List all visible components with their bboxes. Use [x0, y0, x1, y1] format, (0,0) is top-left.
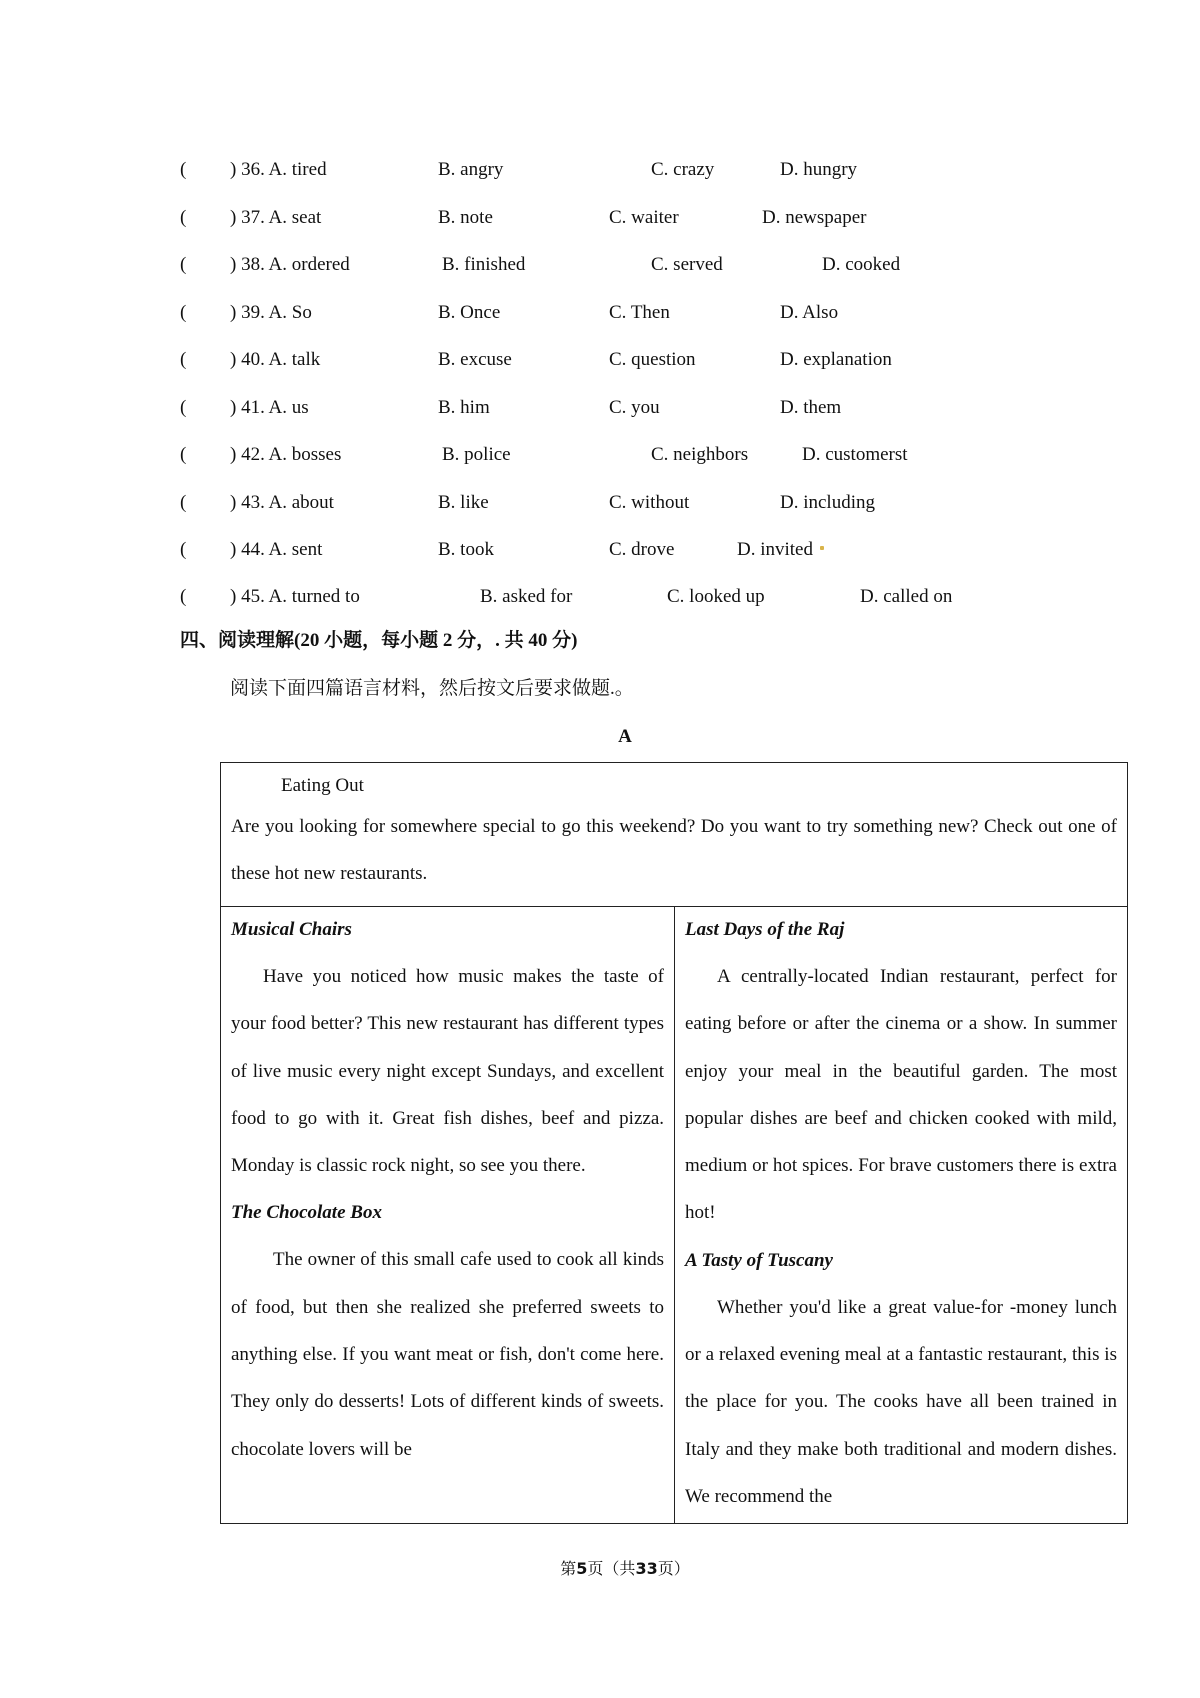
option-d: D. including [780, 492, 875, 513]
page-footer [0, 1558, 1200, 1580]
option-b: B. angry [438, 159, 504, 180]
answer-paren: ( [180, 492, 187, 513]
option-c: C. question [609, 349, 696, 370]
answer-paren: ( [180, 349, 187, 370]
answer-paren: ( [180, 586, 187, 607]
answer-paren: ( [180, 159, 187, 180]
option-c: C. without [609, 492, 690, 513]
option-d: D. customerst [802, 444, 908, 465]
option-c: C. waiter [609, 207, 679, 228]
option-c: C. drove [609, 539, 675, 560]
option-d: D. explanation [780, 349, 892, 370]
section-heading: 四、阅读理解(20 小题，每小题 2 分，. 共 40 分) [180, 630, 578, 651]
restaurant-name: Last Days of the Raj [685, 919, 845, 940]
option-d: D. newspaper [762, 207, 867, 228]
option-b: B. him [438, 397, 490, 418]
restaurant-cell-left [231, 906, 664, 1473]
answer-paren: ( [180, 254, 187, 275]
question-number-option-a: ) 37. A. seat [230, 207, 322, 228]
answer-paren: ( [180, 207, 187, 228]
highlight-mark [820, 546, 824, 550]
passage-label-text: A [618, 726, 632, 747]
restaurant-name: Musical Chairs [231, 919, 352, 940]
question-number-option-a: ) 36. A. tired [230, 159, 327, 180]
option-b: B. excuse [438, 349, 512, 370]
footer-page-number: 5 [576, 1559, 588, 1578]
restaurant-name: A Tasty of Tuscany [685, 1249, 833, 1271]
option-b: B. took [438, 539, 494, 560]
table-intro-text: Are you looking for somewhere special to go this weekend? Do you want to try something new? Check out one of these hot new restaurants. [231, 816, 1117, 884]
footer-suffix: 页） [657, 1559, 690, 1578]
answer-paren: ( [180, 302, 187, 323]
answer-paren: ( [180, 539, 187, 560]
option-c: C. neighbors [651, 444, 749, 465]
question-number-option-a: ) 43. A. about [230, 492, 334, 513]
option-c: C. crazy [651, 159, 715, 180]
restaurant-description: A centrally-located Indian restaurant, perfect for eating before or after the cinema or a show. In summer enjoy your meal in the beautiful garden. The most popular dishes are beef and chicken cooked with mild, medium or hot spices. For brave customers there is extra hot! [685, 966, 1117, 1224]
question-number-option-a: ) 39. A. So [230, 302, 312, 323]
question-number-option-a: ) 45. A. turned to [230, 586, 360, 607]
question-number-option-a: ) 38. A. ordered [230, 254, 350, 275]
question-number-option-a: ) 41. A. us [230, 397, 309, 418]
restaurant-description: The owner of this small cafe used to cook all kinds of food, but then she realized she preferred sweets to anything else. If you want meat or fish, don't come here. They only do desserts! Lots of different kinds of sweets. chocolate lovers will be [231, 1249, 664, 1460]
option-c: C. you [609, 397, 660, 418]
restaurant-description: Whether you'd like a great value-for -money lunch or a relaxed evening meal at a fantastic restaurant, this is the place for you. The cooks have all been trained in Italy and they make both traditional and modern dishes. We recommend the [685, 1296, 1117, 1507]
option-d: D. cooked [822, 254, 901, 275]
footer-total-pages: 33 [635, 1559, 658, 1578]
option-b: B. like [438, 492, 489, 513]
answer-paren: ( [180, 444, 187, 465]
restaurant-name: The Chocolate Box [231, 1202, 382, 1224]
table-title: Eating Out [281, 775, 364, 796]
option-d: D. called on [860, 586, 953, 607]
question-number-option-a: ) 44. A. sent [230, 539, 323, 560]
option-d: D. them [780, 397, 842, 418]
option-b: B. police [442, 444, 511, 465]
option-d: D. invited [737, 539, 813, 560]
option-c: C. looked up [667, 586, 765, 607]
option-c: C. Then [609, 302, 670, 323]
restaurant-cell-right [685, 906, 1117, 1520]
option-b: B. Once [438, 302, 501, 323]
footer-middle: 页（共 [587, 1559, 636, 1578]
answer-paren: ( [180, 397, 187, 418]
table-intro-cell [221, 763, 1127, 907]
option-b: B. asked for [480, 586, 573, 607]
option-b: B. finished [442, 254, 526, 275]
option-d: D. hungry [780, 159, 858, 180]
question-number-option-a: ) 42. A. bosses [230, 444, 342, 465]
option-b: B. note [438, 207, 493, 228]
option-d: D. Also [780, 302, 839, 323]
restaurant-table [220, 762, 1128, 1524]
footer-prefix: 第 [560, 1559, 577, 1578]
passage-label [0, 724, 1200, 750]
restaurant-description: Have you noticed how music makes the taste of your food better? This new restaurant has different types of live music every night except Sundays, and excellent food to go with it. Great fish dishes, beef and pizza. Monday is classic rock night, so see you there. [231, 966, 664, 1177]
section-instruction: 阅读下面四篇语言材料，然后按文后要求做题.。 [230, 678, 634, 699]
table-left-column [221, 906, 675, 1523]
table-right-column [675, 906, 1127, 1523]
question-number-option-a: ) 40. A. talk [230, 349, 321, 370]
option-c: C. served [651, 254, 723, 275]
